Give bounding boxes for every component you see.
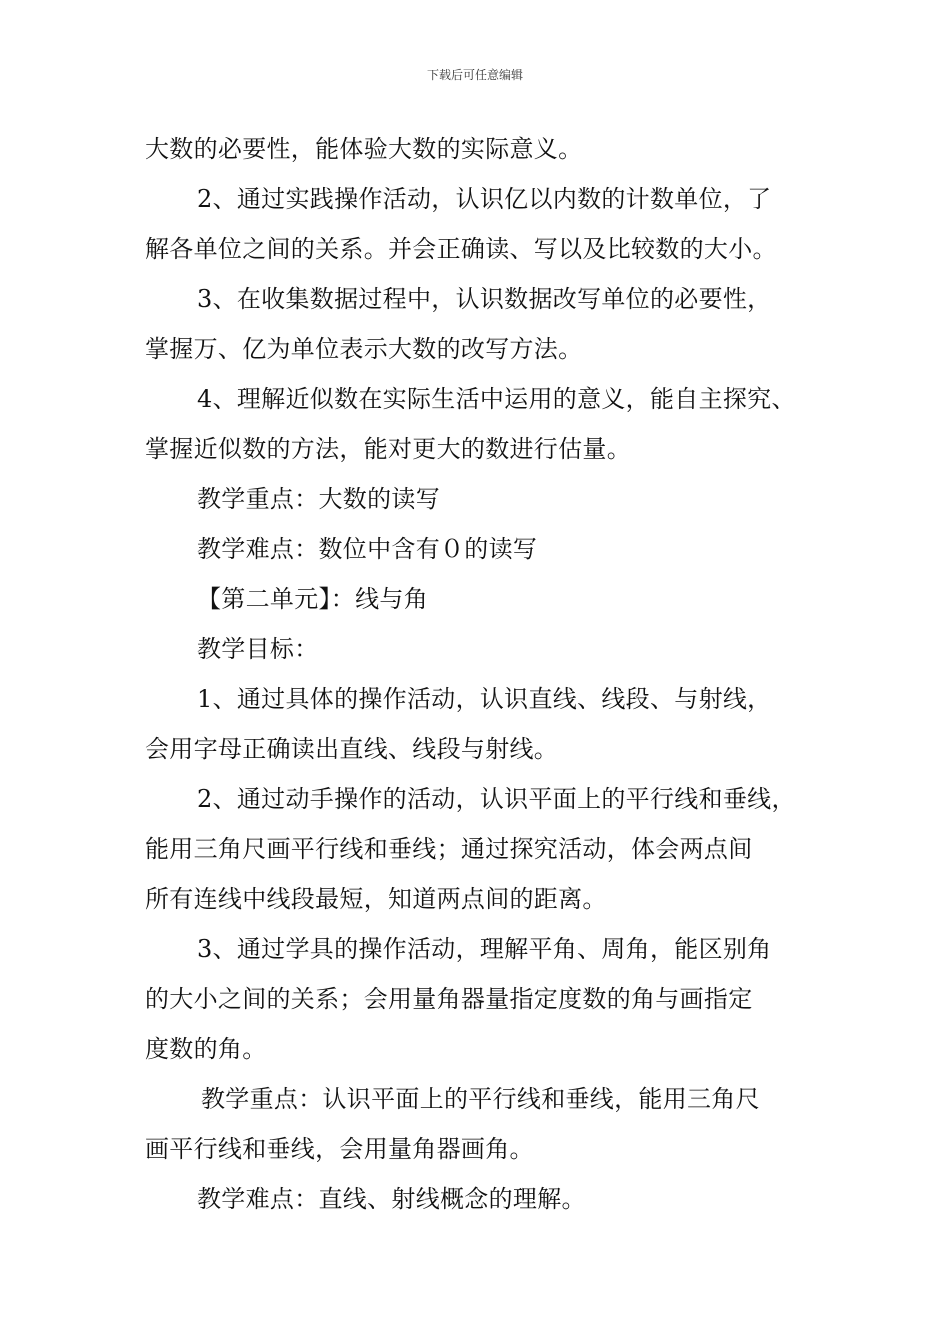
text-line: 能用三角尺画平行线和垂线；通过探究活动，体会两点间 <box>145 835 753 863</box>
text-line: 4、理解近似数在实际生活中运用的意义，能自主探究、 <box>197 385 796 413</box>
text-line: 2、通过动手操作的活动，认识平面上的平行线和垂线， <box>197 785 796 813</box>
text-line: 3、在收集数据过程中，认识数据改写单位的必要性， <box>197 285 772 313</box>
text-line: 教学目标： <box>197 635 319 663</box>
text-line: 画平行线和垂线，会用量角器画角。 <box>145 1135 534 1163</box>
text-line: 3、通过学具的操作活动，理解平角、周角，能区别角 <box>197 935 772 963</box>
page-header-note: 下载后可任意编辑 <box>426 68 523 82</box>
text-line: 掌握万、亿为单位表示大数的改写方法。 <box>145 335 583 363</box>
text-line: 掌握近似数的方法，能对更大的数进行估量。 <box>145 435 631 463</box>
text-line: 大数的必要性，能体验大数的实际意义。 <box>145 135 583 163</box>
text-line: 2、通过实践操作活动，认识亿以内数的计数单位，了 <box>197 185 772 213</box>
text-line: 教学难点：直线、射线概念的理解。 <box>197 1185 586 1213</box>
text-line: 教学难点：数位中含有０的读写 <box>197 535 538 563</box>
text-line: 会用字母正确读出直线、线段与射线。 <box>145 735 559 763</box>
document-body <box>145 124 810 1224</box>
text-line: 教学重点：大数的读写 <box>197 485 440 513</box>
text-line: 1、通过具体的操作活动，认识直线、线段、与射线， <box>197 685 772 713</box>
text-line: 解各单位之间的关系。并会正确读、写以及比较数的大小。 <box>145 235 777 263</box>
text-line: 度数的角。 <box>145 1035 267 1063</box>
section-heading: 【第二单元】：线与角 <box>197 585 428 613</box>
text-line: 所有连线中线段最短，知道两点间的距离。 <box>145 885 607 913</box>
text-line: 教学重点：认识平面上的平行线和垂线，能用三角尺 <box>201 1085 760 1113</box>
text-line: 的大小之间的关系；会用量角器量指定度数的角与画指定 <box>145 985 753 1013</box>
